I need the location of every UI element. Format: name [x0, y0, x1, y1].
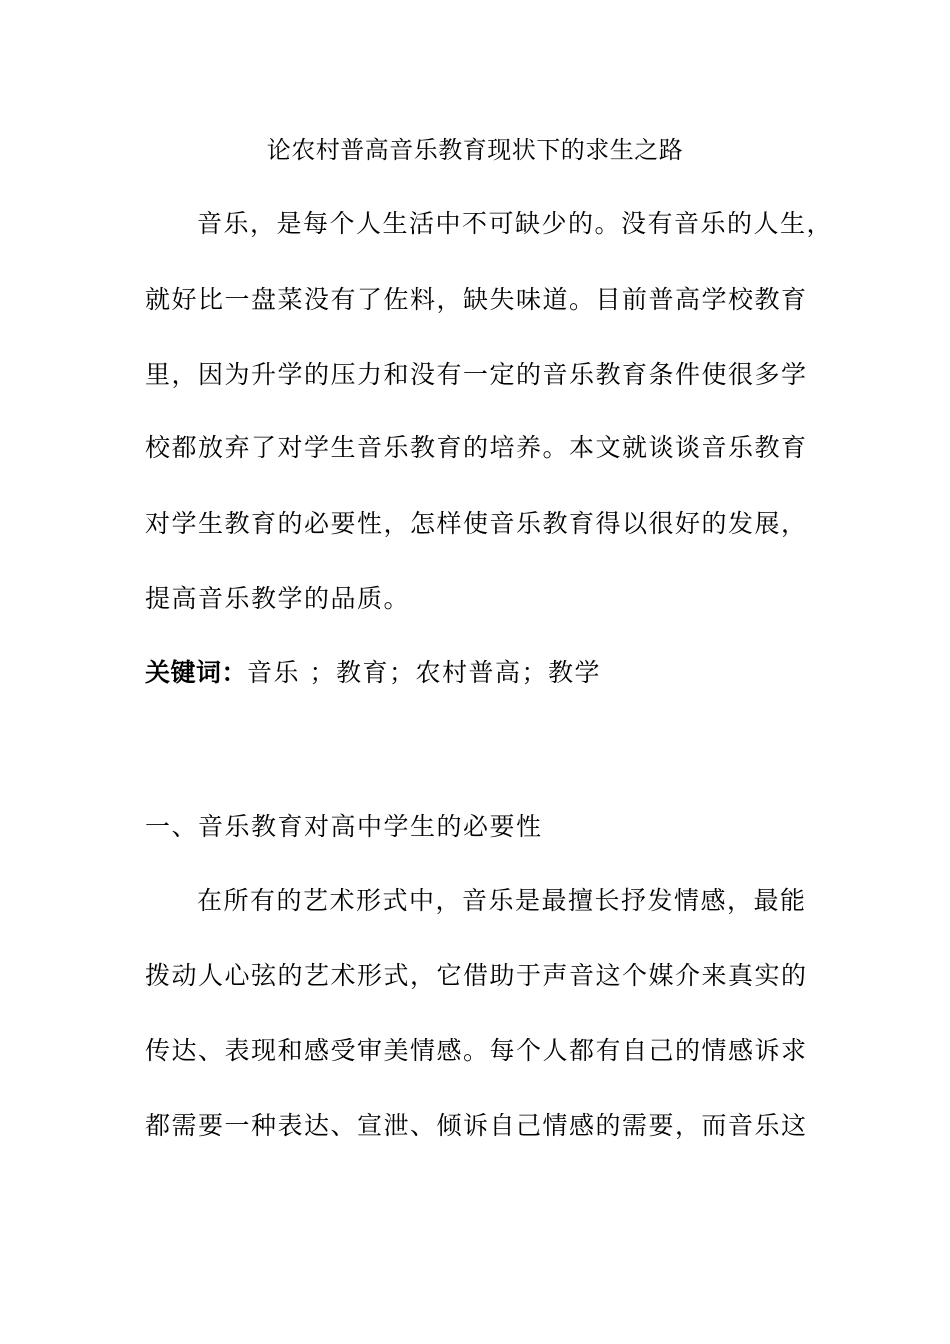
keywords-value: 音乐 ；教育；农村普高；教学: [247, 658, 601, 687]
abstract-line: 里，因为升学的压力和没有一定的音乐教育条件使很多学: [145, 360, 808, 389]
body-line: 在所有的艺术形式中，音乐是最擅长抒发情感，最能: [197, 886, 807, 915]
section-heading: 一、音乐教育对高中学生的必要性: [145, 812, 543, 841]
body-line: 传达、表现和感受审美情感。每个人都有自己的情感诉求: [145, 1036, 808, 1065]
abstract-line: 提高音乐教学的品质。: [145, 584, 411, 613]
abstract-line: 音乐，是每个人生活中不可缺少的。没有音乐的人生，: [197, 209, 834, 238]
abstract-line: 校都放弃了对学生音乐教育的培养。本文就谈谈音乐教育: [145, 433, 808, 462]
keywords-label: 关键词：: [145, 658, 248, 687]
abstract-line: 就好比一盘菜没有了佐料，缺失味道。目前普高学校教育: [145, 285, 808, 314]
keywords-line: [145, 655, 825, 691]
abstract-line: 对学生教育的必要性，怎样使音乐教育得以很好的发展，: [145, 509, 808, 538]
document-title: 论农村普高音乐教育现状下的求生之路: [266, 136, 684, 164]
body-line: 拨动人心弦的艺术形式，它借助于声音这个媒介来真实的: [145, 961, 808, 990]
body-line: 都需要一种表达、宣泄、倾诉自己情感的需要，而音乐这: [145, 1111, 808, 1140]
